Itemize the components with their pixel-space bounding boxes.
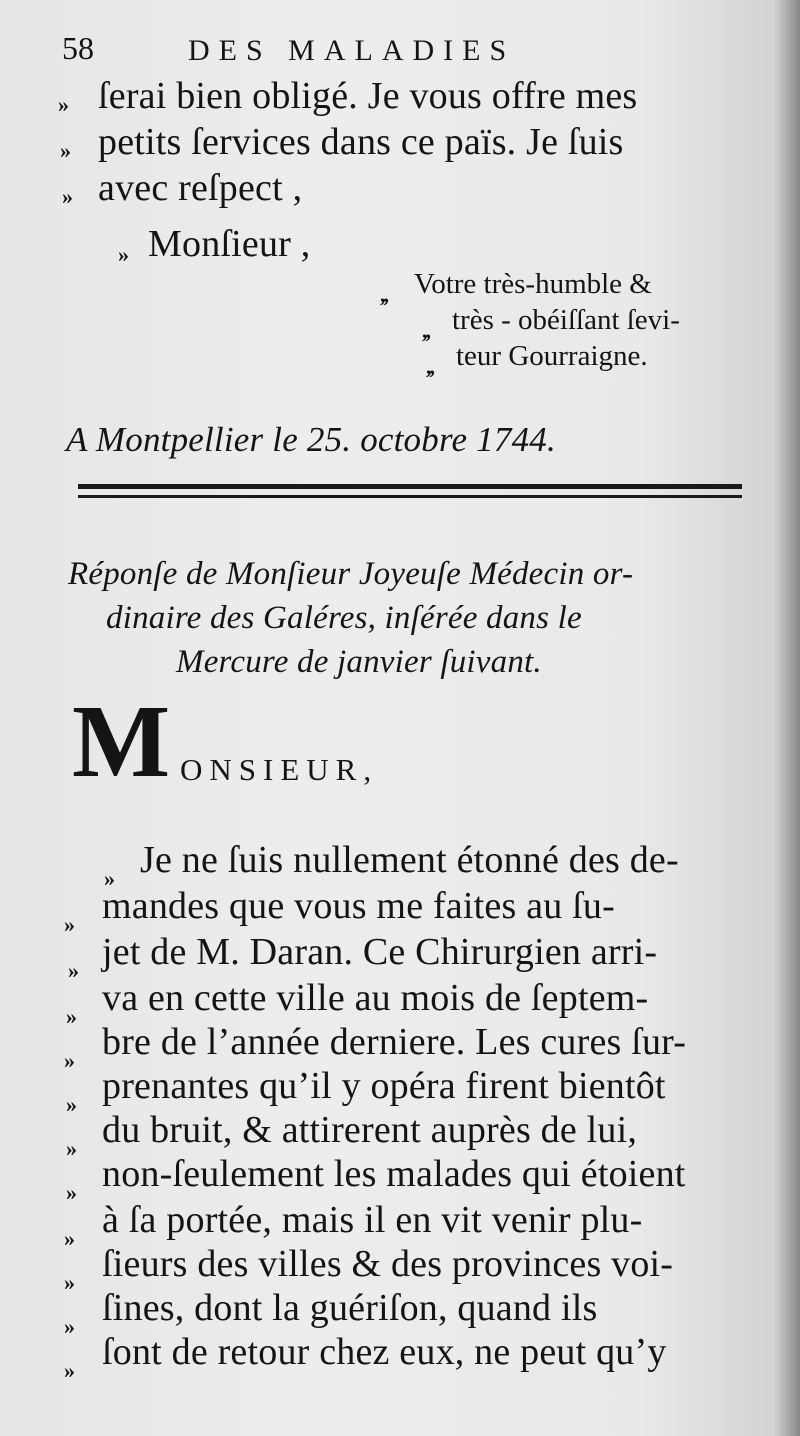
text-line: mandes que vous me faites au ſu- [102,885,615,927]
quote-mark: ,, [380,282,387,307]
quote-mark: » [64,912,73,937]
text-line: prenantes qu’il y opéra firent bientôt [102,1065,666,1107]
quote-mark: ,, [422,318,429,343]
text-line: ſerai bien obligé. Je vous offre mes [98,75,638,117]
quote-mark: » [66,1180,75,1205]
section-rule [78,495,742,498]
text-line: petits ſervices dans ce païs. Je ſuis [98,121,624,163]
quote-mark: » [68,958,77,983]
section-rule [78,484,742,489]
text-line: avec reſpect , [98,167,303,209]
running-title: DES MALADIES [188,34,516,67]
quote-mark: » [64,1270,73,1295]
text-line: ſines, dont la guériſon, quand ils [102,1287,598,1329]
signature-line: très - obéiſſant ſevi- [452,304,680,336]
quote-mark: » [66,1092,75,1117]
quote-mark: » [66,1136,75,1161]
salutation: Monſieur , [148,223,311,265]
signature-line: Votre très-humble & [414,268,652,300]
dateline: A Montpellier le 25. octobre 1744. [66,420,556,459]
text-line: va en cette ville au mois de ſeptem- [102,977,649,1019]
signature-line: teur Gourraigne. [456,340,648,372]
quote-mark: » [104,866,113,891]
page-number: 58 [62,30,94,66]
text-line: Je ne ſuis nullement étonné des de- [140,839,679,881]
quote-mark: » [62,184,71,209]
reply-heading-line: Mercure de janvier ſuivant. [176,644,542,680]
quote-mark: » [118,242,127,267]
text-line: bre de l’année derniere. Les cures ſur- [102,1021,687,1063]
quote-mark: » [64,1048,73,1073]
spine-shadow [774,0,800,1436]
salutation-rest: ONSIEUR, [180,752,379,787]
quote-mark: » [64,1314,73,1339]
text-line: du bruit, & attirerent auprès de lui, [102,1109,638,1151]
text-line: ſont de retour chez eux, ne peut qu’y [102,1331,667,1373]
text-line: non-ſeulement les malades qui étoient [102,1153,686,1195]
text-line: à ſa portée, mais il en vit venir plu- [102,1199,643,1241]
quote-mark: » [58,92,67,117]
text-line: jet de M. Daran. Ce Chirurgien arri- [102,931,658,973]
drop-cap: M [72,684,171,799]
reply-heading-line: Réponſe de Monſieur Joyeuſe Médecin or- [68,556,634,592]
quote-mark: » [64,1226,73,1251]
text-line: ſieurs des villes & des provinces voi- [102,1243,674,1285]
reply-heading-line: dinaire des Galéres, inſérée dans le [106,600,582,636]
quote-mark: ,, [426,354,433,379]
quote-mark: » [66,1004,75,1029]
quote-mark: » [60,138,69,163]
quote-mark: » [64,1358,73,1383]
